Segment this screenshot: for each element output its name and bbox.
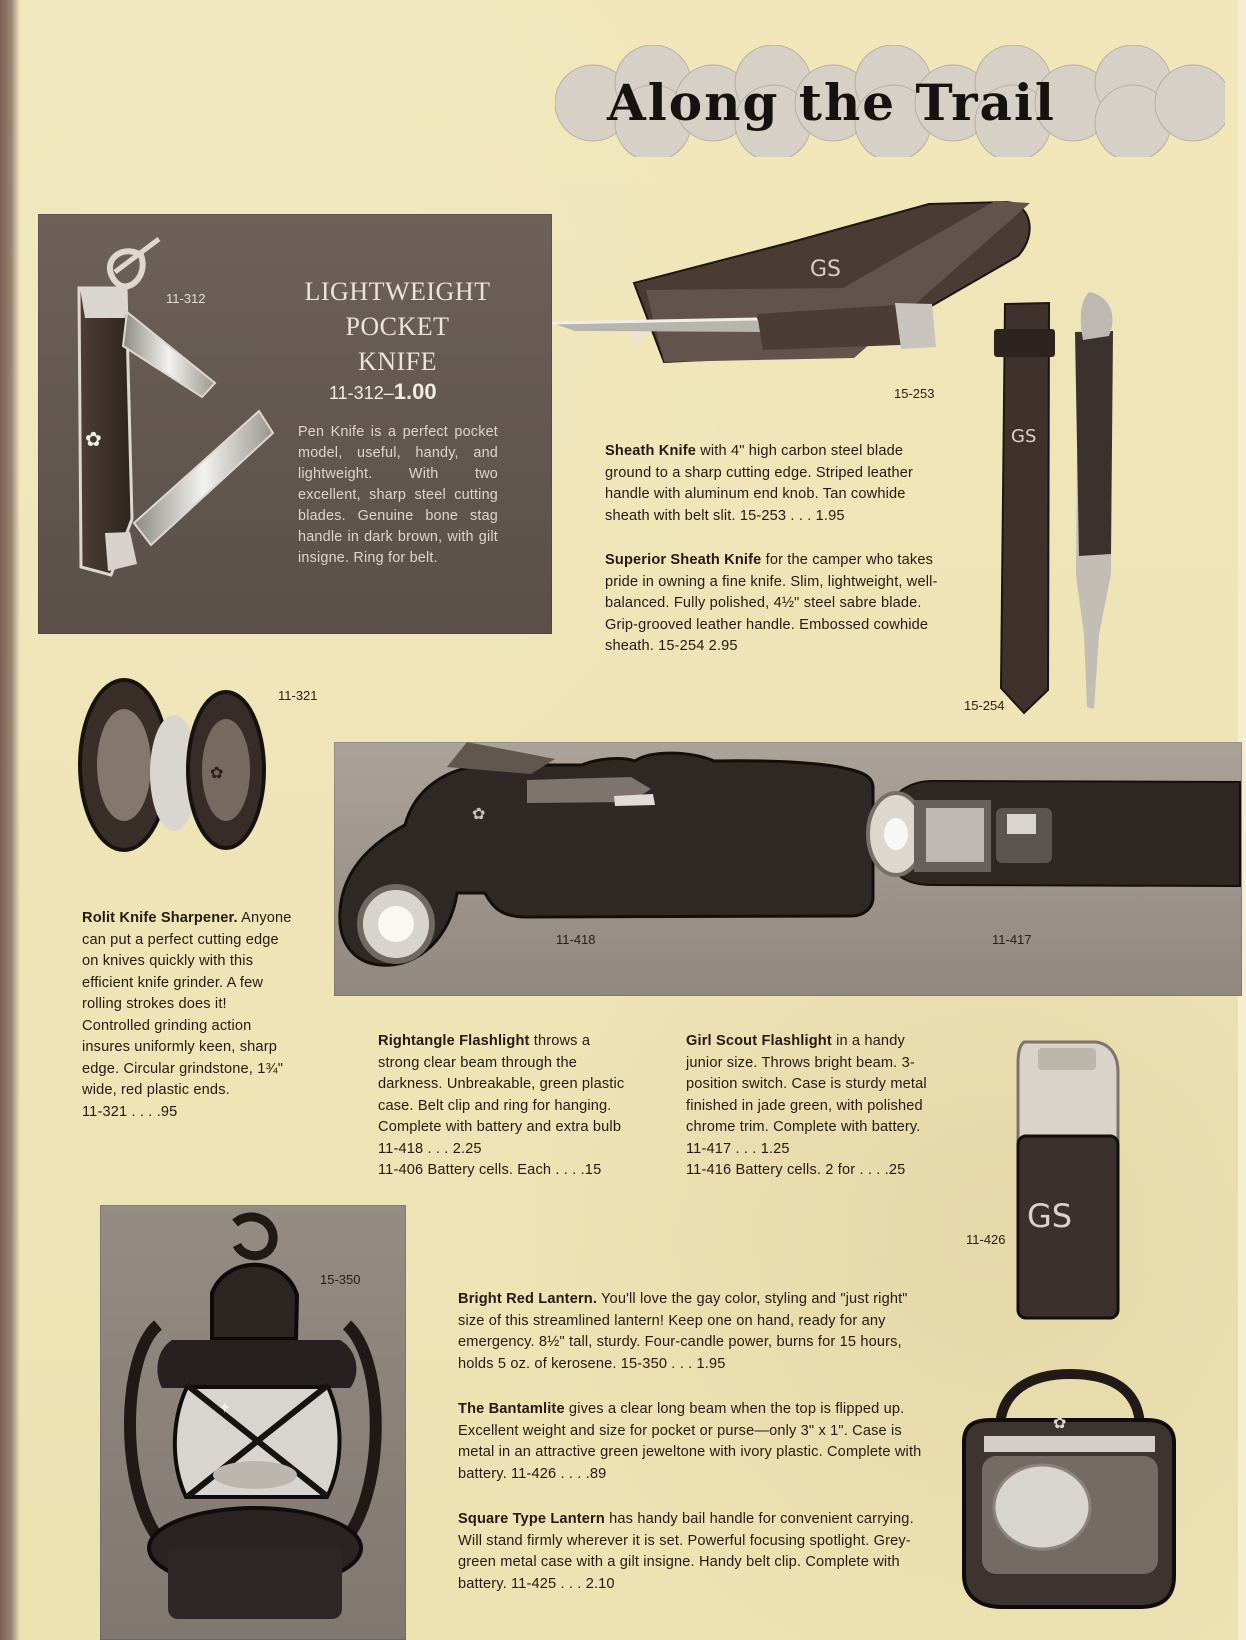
bantamlite-name: The Bantamlite <box>458 1401 565 1417</box>
lantern-brand-logo-icon: ✦ <box>218 1398 232 1417</box>
square-lantern-illustration <box>942 1370 1206 1620</box>
superior-knife-description: for the camper who takes pride in owning a fine knife. Slim, lightweight, well-balanced. Fully polished, 4½" steel sabre blade. Grip-grooved leather handle. Embossed cowhide sheath. <box>605 552 938 654</box>
square-lantern-insigne-icon: ✿ <box>1053 1413 1067 1432</box>
pocket-knife-description: Pen Knife is a perfect pocket model, useful, handy, and lightweight. With two excellent, sharp steel cutting blades. Genuine bone stag handle in dark brown, with gilt insigne. Ring for belt. <box>298 424 498 566</box>
sheath-knife-item-number: 15-253 <box>894 386 935 401</box>
bright-red-lantern-price: 15-350 . . . 1.95 <box>620 1355 726 1372</box>
girl-scout-flashlight-battery-line: 11-416 Battery cells. 2 for . . . .25 <box>686 1162 906 1178</box>
square-type-lantern-price: 11-425 . . . 2.10 <box>511 1575 615 1592</box>
rightangle-flashlight-copy <box>378 1031 628 1182</box>
bright-red-lantern-item-number: 15-350 <box>320 1272 361 1287</box>
rightangle-flashlight-description: throws a strong clear beam through the darkness. Unbreakable, green plastic case. Belt clip and ring for hanging. Complete with battery and extra bulb <box>378 1033 625 1135</box>
girl-scout-flashlight-price: 11-417 . . . 1.25 <box>686 1140 790 1157</box>
pocket-knife-title-line-2: POCKET <box>345 312 450 341</box>
pocket-knife-price-line <box>329 379 437 405</box>
pocket-knife-item-number: 11-312 <box>166 291 206 306</box>
girl-scout-flashlight-description: in a handy junior size. Throws bright beam. 3-position switch. Case is sturdy metal finished in jade green, with polished chrome trim. Complete with battery. <box>686 1033 927 1135</box>
sheath-knife-name: Sheath Knife <box>605 443 696 459</box>
bantamlite-illustration <box>1000 1032 1130 1322</box>
knife-sharpener-description: Anyone can put a perfect cutting edge on knives quickly with this efficient knife grinder. A few rolling strokes does it! Controlled grinding action insures uniformly keen, sharp edge. Circular grindstone, 1¾" wide, red plastic ends. <box>82 910 292 1098</box>
square-type-lantern-name: Square Type Lantern <box>458 1511 605 1527</box>
knife-sharpener-price: 11-321 . . . .95 <box>82 1103 178 1120</box>
sheath-knife-description: with 4" high carbon steel blade ground to a sharp cutting edge. Striped leather handle with aluminum end knob. Tan cowhide sheath with belt slit. <box>605 443 914 524</box>
title-banner <box>555 45 1225 157</box>
bantamlite-description: gives a clear long beam when the top is flipped up. Excellent weight and size for pocket or purse—only 3" x 1". Case is metal in an attractive green jeweltone with ivory plastic. Complete with battery. <box>458 1401 922 1482</box>
pocket-knife-title-line-1: LIGHTWEIGHT <box>304 277 491 306</box>
bantamlite-gs-icon: GS <box>1027 1197 1073 1235</box>
superior-knife-gs-icon: GS <box>1011 426 1037 447</box>
superior-knife-illustration <box>985 292 1139 717</box>
scan-edge-left <box>0 0 20 1640</box>
sheath-knife-blade-insigne-icon: ✿ <box>630 328 646 349</box>
bantamlite-item-number: 11-426 <box>966 1232 1006 1247</box>
square-type-lantern-copy <box>458 1509 933 1595</box>
girl-scout-flashlight-name: Girl Scout Flashlight <box>686 1033 832 1049</box>
bright-red-lantern-copy <box>458 1289 933 1375</box>
superior-knife-copy <box>605 550 940 658</box>
bantamlite-price: 11-426 . . . .89 <box>511 1465 607 1482</box>
rightangle-flashlight-item-number: 11-418 <box>556 932 596 947</box>
rightangle-flashlight-price: 11-418 . . . 2.25 <box>378 1140 482 1157</box>
pocket-knife-insigne-icon: ✿ <box>85 427 102 451</box>
rightangle-flashlight-insigne-icon: ✿ <box>472 804 486 823</box>
knife-sharpener-insigne-icon: ✿ <box>210 763 224 782</box>
bright-red-lantern-illustration <box>100 1205 406 1640</box>
pocket-knife-price-prefix: 11-312– <box>329 383 394 403</box>
square-type-lantern-description: has handy bail handle for convenient carrying. Will stand firmly wherever it is set. Powerful focusing spotlight. Grey-green metal case with a gilt insigne. Handy belt clip. Complete with battery. <box>458 1511 914 1592</box>
sheath-knife-gs-icon: GS <box>810 257 842 282</box>
knife-sharpener-illustration <box>72 678 292 878</box>
page-title: Along the Trail <box>607 73 1056 132</box>
girl-scout-flashlight-copy <box>686 1031 934 1182</box>
pocket-knife-price: 1.00 <box>393 379 437 404</box>
pocket-knife-title-line-3: KNIFE <box>357 347 438 376</box>
bright-red-lantern-name: Bright Red Lantern. <box>458 1291 598 1307</box>
sheath-knife-price: 15-253 . . . 1.95 <box>739 507 845 524</box>
sheath-knife-illustration <box>552 191 1044 393</box>
rightangle-flashlight-battery-line: 11-406 Battery cells. Each . . . .15 <box>378 1162 602 1178</box>
superior-knife-price: 15-254 2.95 <box>658 638 738 654</box>
knife-sharpener-name: Rolit Knife Sharpener. <box>82 910 238 926</box>
sheath-knife-copy <box>605 441 940 527</box>
bright-red-lantern-description: You'll love the gay color, styling and "just right" size of this streamlined lantern! Keep one on hand, ready for any emergency. 8½" tall, sturdy. Four-candle power, burns for 15 hours, holds 5 oz. of kerosene. <box>458 1291 908 1372</box>
rightangle-flashlight-name: Rightangle Flashlight <box>378 1033 530 1049</box>
flashlight-illustration <box>334 742 1242 996</box>
pocket-knife-title <box>300 274 495 379</box>
superior-knife-item-number: 15-254 <box>964 698 1005 713</box>
superior-knife-name: Superior Sheath Knife <box>605 552 762 568</box>
knife-sharpener-copy <box>82 908 297 1123</box>
bantamlite-copy <box>458 1399 933 1485</box>
knife-sharpener-item-number: 11-321 <box>278 688 318 703</box>
girl-scout-flashlight-item-number: 11-417 <box>992 932 1032 947</box>
